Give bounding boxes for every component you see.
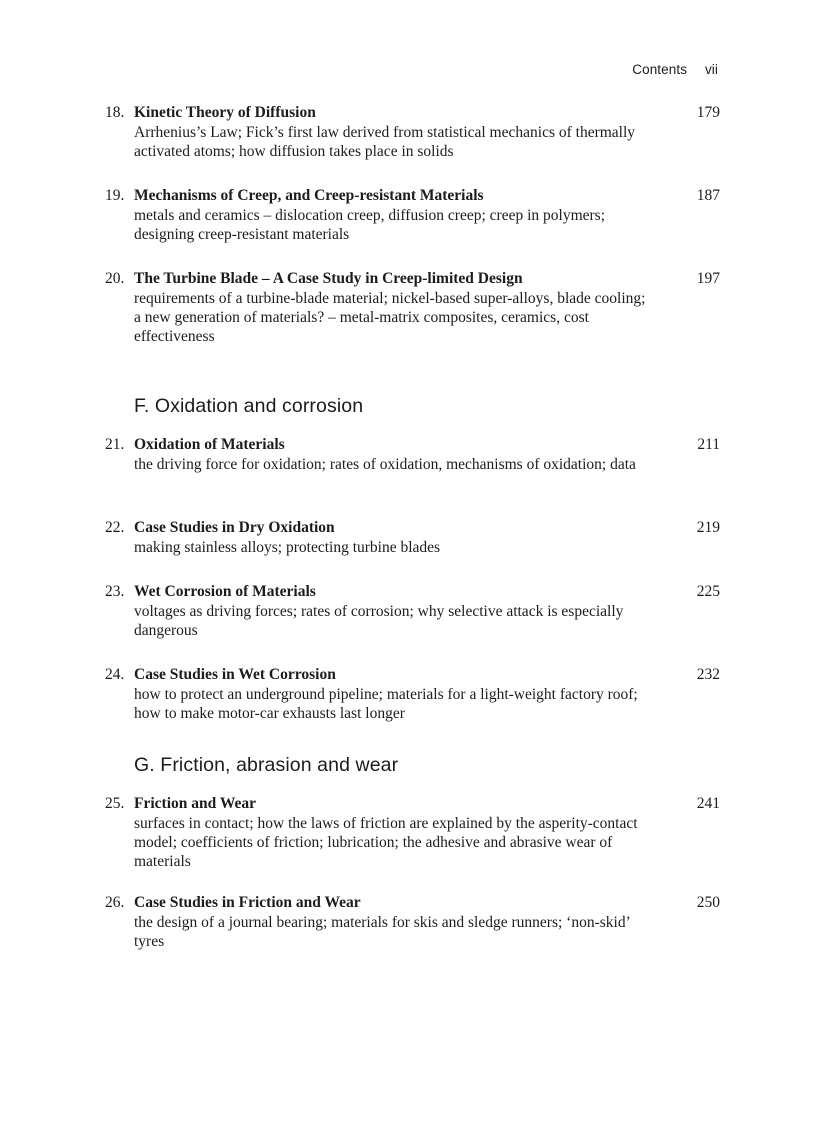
chapter-title: Case Studies in Wet Corrosion [134, 666, 336, 683]
chapter-description: the driving force for oxidation; rates of oxidation, mechanisms of oxidation; data [134, 456, 636, 473]
toc-entry-24 [105, 665, 720, 723]
chapter-number: 26. [105, 894, 125, 911]
chapter-title: Oxidation of Materials [134, 436, 285, 453]
chapter-description: the design of a journal bearing; materials for skis and sledge runners; ‘non-skid’ tyres [134, 914, 630, 950]
toc-entry-20 [105, 269, 720, 346]
chapter-title: Kinetic Theory of Diffusion [134, 104, 316, 121]
chapter-title: Wet Corrosion of Materials [134, 583, 316, 600]
toc-entry-23 [105, 582, 720, 640]
toc-entry-19 [105, 186, 720, 244]
chapter-number: 24. [105, 666, 125, 683]
toc-entry-22 [105, 518, 720, 557]
toc-entry-26 [105, 893, 720, 951]
chapter-page: 179 [696, 104, 720, 121]
chapter-number: 25. [105, 795, 125, 812]
chapter-description: surfaces in contact; how the laws of friction are explained by the asperity-contact model; coefficients of friction; lubrication; the adhesive and abrasive wear of materials [134, 815, 638, 870]
section-heading-f: F. Oxidation and corrosion [134, 395, 364, 417]
chapter-description: requirements of a turbine-blade material; nickel-based super-alloys, blade cooling; a new generation of materials? – metal-matrix composites, ceramics, cost effectiveness [134, 290, 646, 345]
section-heading-g: G. Friction, abrasion and wear [134, 754, 399, 776]
chapter-page: 187 [696, 187, 720, 204]
chapter-title: Mechanisms of Creep, and Creep-resistant Materials [134, 187, 484, 204]
toc-entry-25 [105, 794, 720, 871]
chapter-description: how to protect an underground pipeline; materials for a light-weight factory roof; how to make motor-car exhausts last longer [134, 686, 638, 722]
running-head-title: Contents [632, 62, 688, 77]
chapter-number: 21. [105, 436, 125, 453]
running-head-page-number: vii [704, 62, 718, 77]
chapter-description: making stainless alloys; protecting turbine blades [134, 539, 441, 556]
chapter-title: The Turbine Blade – A Case Study in Creep-limited Design [134, 270, 523, 287]
chapter-number: 18. [105, 104, 125, 121]
chapter-page: 225 [696, 583, 720, 600]
toc-entry-18 [105, 103, 720, 161]
chapter-page: 232 [696, 666, 720, 683]
chapter-number: 22. [105, 519, 125, 536]
chapter-description: metals and ceramics – dislocation creep, diffusion creep; creep in polymers; designing creep-resistant materials [134, 207, 606, 243]
chapter-number: 23. [105, 583, 125, 600]
chapter-title: Case Studies in Dry Oxidation [134, 519, 335, 536]
chapter-title: Friction and Wear [134, 795, 256, 812]
chapter-page: 211 [697, 436, 720, 453]
chapter-description: Arrhenius’s Law; Fick’s first law derived from statistical mechanics of thermally activated atoms; how diffusion takes place in solids [134, 124, 636, 160]
running-head [632, 62, 718, 77]
chapter-title: Case Studies in Friction and Wear [134, 894, 361, 911]
chapter-description: voltages as driving forces; rates of corrosion; why selective attack is especially dangerous [134, 603, 624, 639]
chapter-page: 250 [696, 894, 720, 911]
chapter-number: 19. [105, 187, 125, 204]
toc-entry-21 [105, 435, 720, 474]
chapter-number: 20. [105, 270, 125, 287]
chapter-page: 219 [696, 519, 720, 536]
chapter-page: 241 [696, 795, 720, 812]
chapter-page: 197 [696, 270, 720, 287]
